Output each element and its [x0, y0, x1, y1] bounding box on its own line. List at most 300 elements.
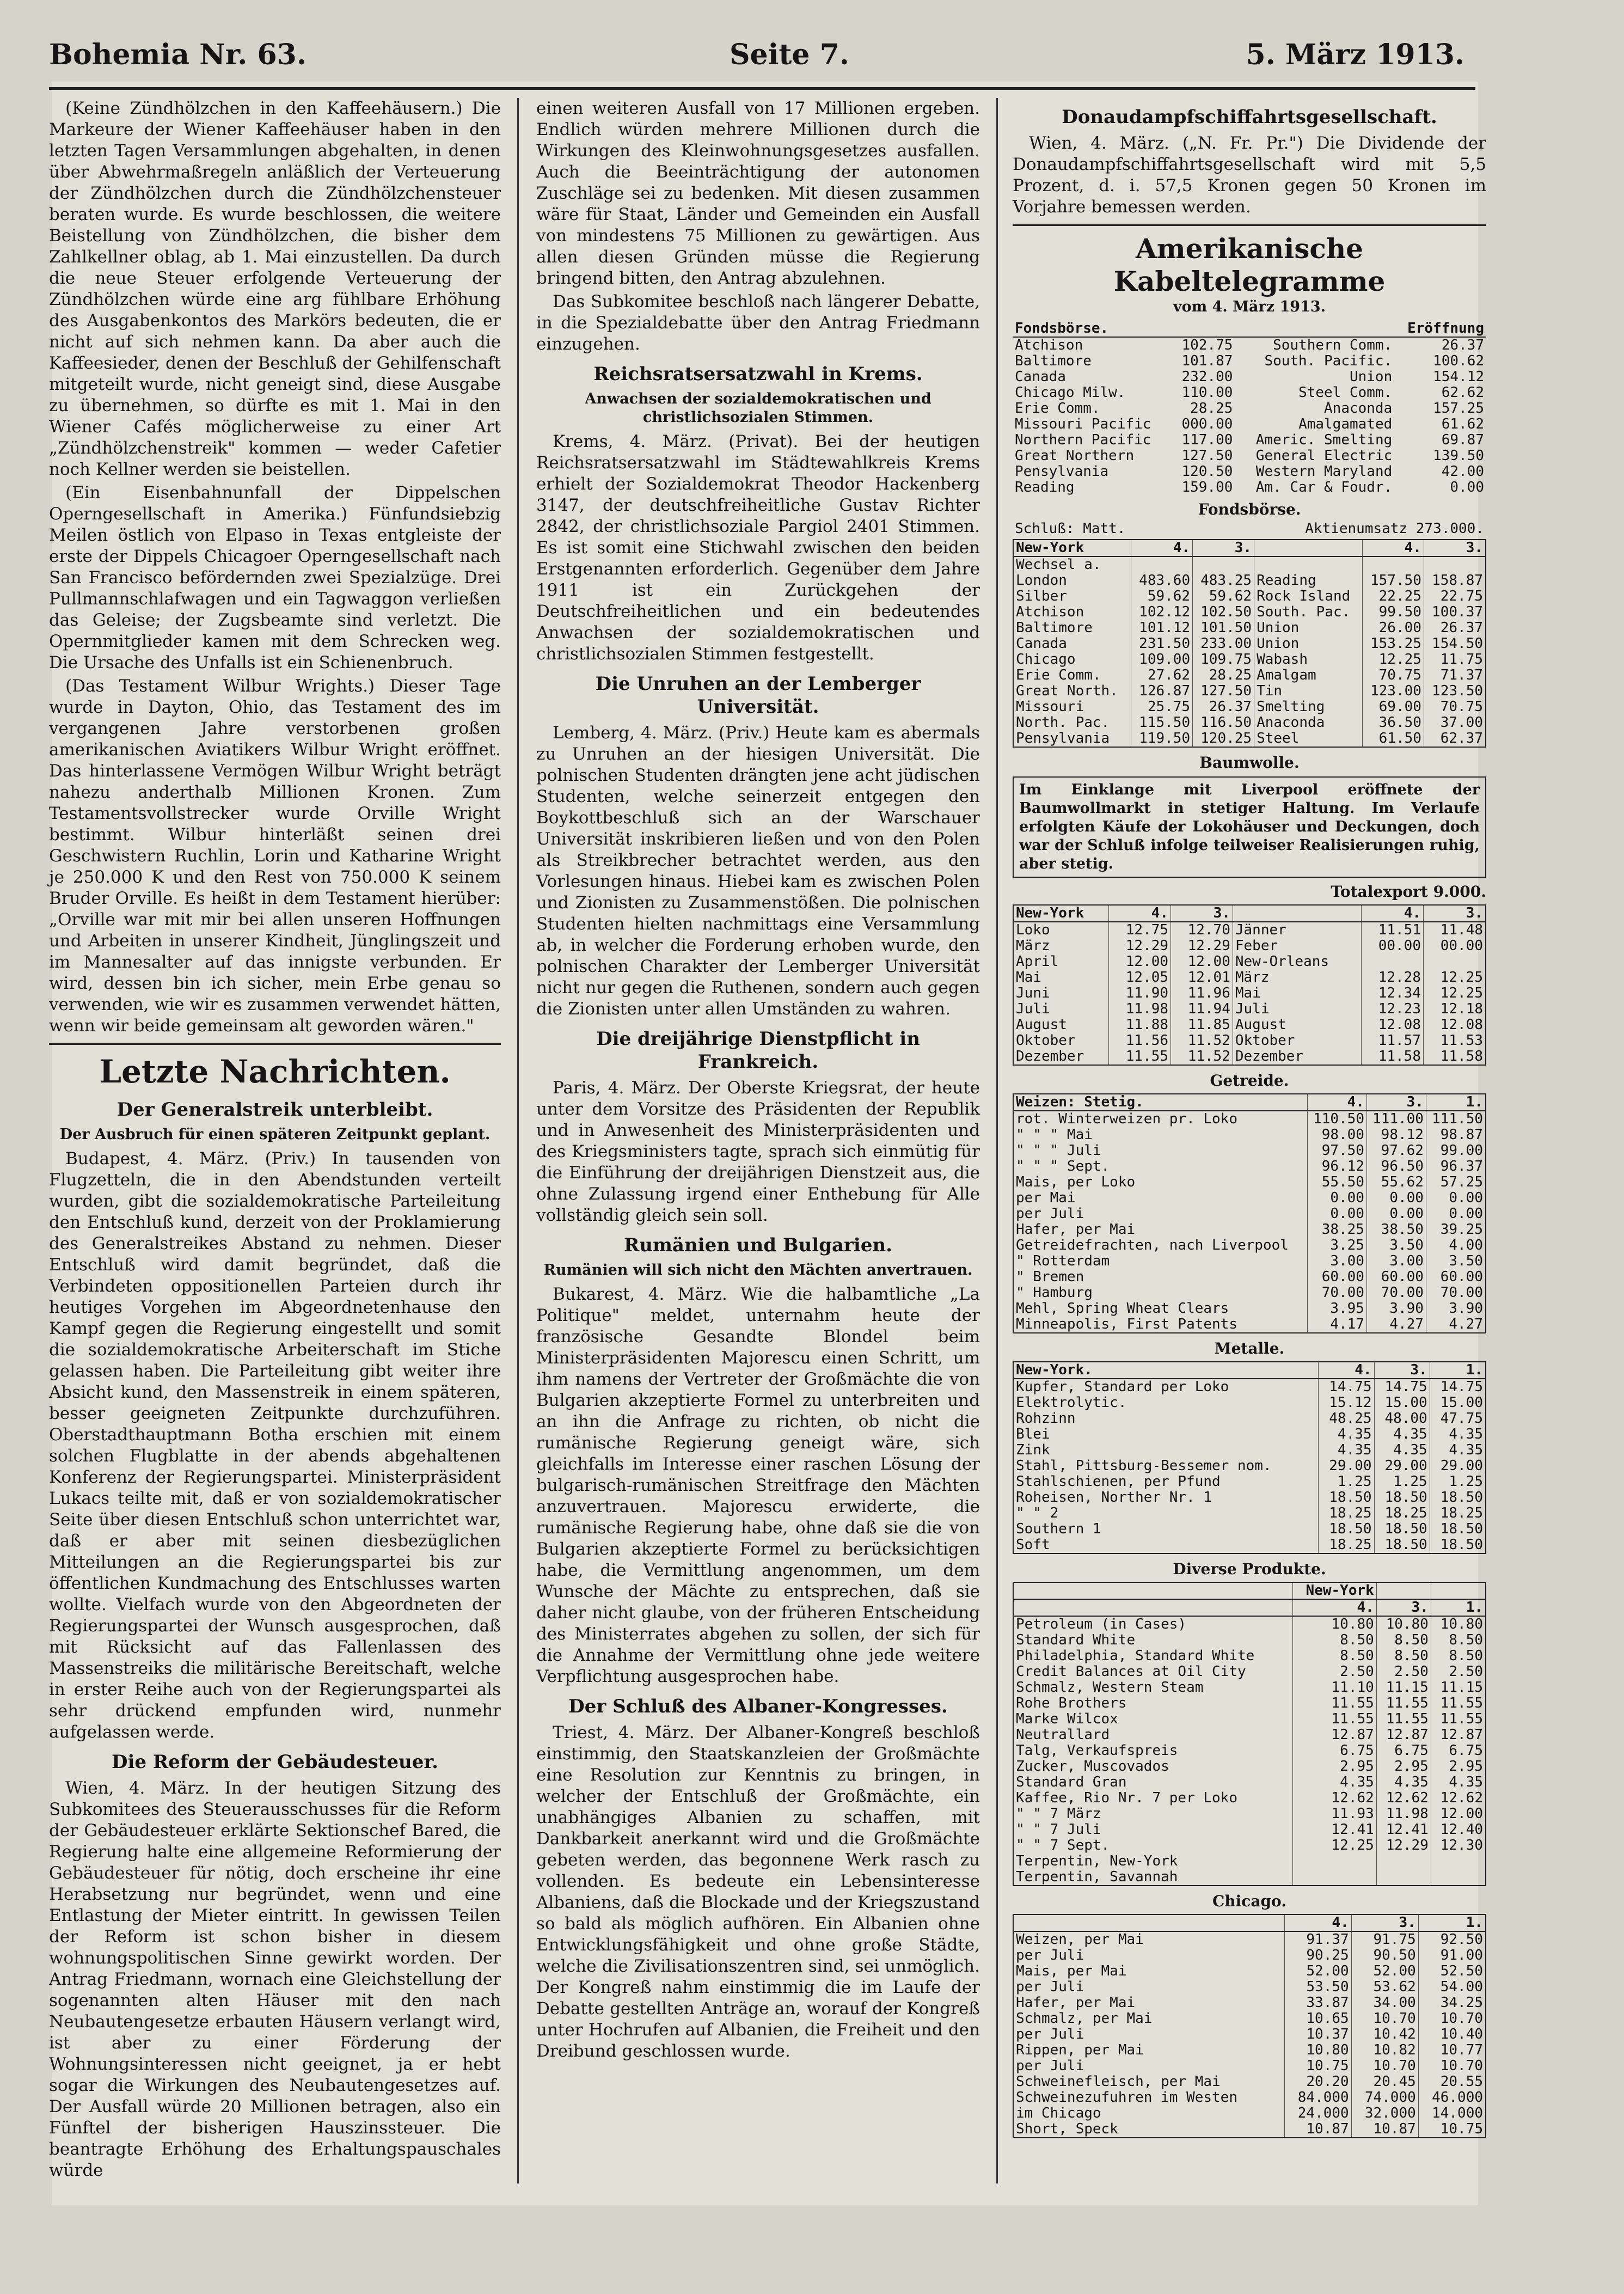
table-cell: London	[1016, 572, 1067, 589]
table-cell: Soft	[1016, 1537, 1050, 1553]
fonds-open-table	[1013, 321, 1486, 495]
table-cell: Mai	[1233, 986, 1361, 1001]
table-cell: 26.37	[1441, 337, 1484, 353]
table-cell: 8.50	[1431, 1632, 1486, 1648]
table-title: Metalle.	[1214, 1339, 1285, 1357]
table-cell: 36.50	[1362, 715, 1424, 731]
table-cell: Missouri Pacific	[1015, 416, 1151, 432]
table-cell: 11.55	[1376, 1711, 1431, 1727]
column-1	[49, 98, 501, 2183]
table-row	[1013, 2011, 1486, 2027]
table-row	[1013, 970, 1486, 986]
table-cell: 38.25	[1307, 1222, 1366, 1238]
table-cell: 91.00	[1418, 1948, 1486, 1963]
table-row	[1013, 1017, 1486, 1033]
table-cell: 154.12	[1433, 369, 1484, 385]
table-row	[1013, 986, 1486, 1001]
table-cell	[1131, 556, 1193, 573]
table-row	[1013, 2027, 1486, 2042]
header-center: Seite 7.	[730, 38, 849, 71]
table-cell: 126.87	[1131, 683, 1193, 699]
table-cell: 102.50	[1193, 604, 1254, 620]
table-cell: 0.00	[1366, 1206, 1426, 1222]
table-cell: 37.00	[1424, 715, 1486, 731]
table-header-cell	[1254, 540, 1363, 556]
table-cell: 4.35	[1430, 1427, 1486, 1442]
table-cell: 14.75	[1374, 1379, 1430, 1395]
table-header-cell: 3.	[1376, 1599, 1431, 1616]
table-row	[1013, 1253, 1486, 1269]
table-cell: 10.87	[1284, 2121, 1351, 2138]
table-header-cell: 3.	[1366, 1094, 1426, 1111]
table-row	[1013, 1995, 1486, 2011]
table-cell: 115.50	[1131, 715, 1193, 731]
table-cell: 2.50	[1376, 1664, 1431, 1680]
table-cell: Missouri	[1016, 699, 1084, 715]
table-cell: 12.01	[1171, 970, 1233, 986]
products-table	[1013, 1582, 1486, 1886]
table-cell: 101.12	[1131, 620, 1193, 636]
table-row	[1013, 1222, 1486, 1238]
table-cell	[1193, 556, 1254, 573]
table-cell: 0.00	[1307, 1206, 1366, 1222]
table-cell: Amalgam	[1254, 668, 1363, 683]
table-cell: 54.00	[1418, 1979, 1486, 1995]
table-row	[1013, 1458, 1486, 1474]
section-rule	[1013, 224, 1486, 226]
table-cell: Terpentin, Savannah	[1016, 1869, 1178, 1885]
table-cell: " " " Mai	[1016, 1127, 1093, 1143]
table-header-cell: 3.	[1424, 540, 1486, 556]
table-cell: 18.50	[1430, 1521, 1486, 1537]
table-title: Fondsbörse.	[1198, 500, 1301, 518]
table-cell: 11.56	[1109, 1033, 1171, 1049]
table-cell: Weizen, per Mai	[1016, 1931, 1144, 1948]
table-cell: Mais, per Mai	[1016, 1963, 1127, 1979]
table-cell: Mehl, Spring Wheat Clears	[1016, 1300, 1229, 1317]
table-cell: Steel Comm.	[1298, 384, 1393, 401]
table-cell: 29.00	[1430, 1458, 1486, 1474]
table-row	[1013, 1632, 1486, 1648]
table-cell: Hafer, per Mai	[1016, 1995, 1136, 2011]
table-cell: 12.08	[1362, 1017, 1424, 1033]
table-cell: 32.000	[1351, 2106, 1418, 2121]
table-cell: 0.00	[1426, 1206, 1486, 1222]
table-header-cell: New-York	[1016, 540, 1084, 556]
table-cell: 11.52	[1171, 1033, 1233, 1049]
table-cell: August	[1233, 1017, 1361, 1033]
table-row	[1013, 731, 1486, 747]
table-cell: 4.27	[1426, 1317, 1486, 1333]
table-header-row	[1013, 905, 1486, 922]
table-header-cell	[1233, 905, 1361, 922]
table-cell: " " 7 Sept.	[1016, 1837, 1110, 1853]
table-row	[1013, 2121, 1486, 2138]
table-row	[1013, 1869, 1486, 1886]
table-cell: 12.62	[1292, 1790, 1376, 1806]
table-row	[1013, 938, 1486, 954]
table-header-cell: 4.	[1292, 1599, 1376, 1616]
table-cell: 98.12	[1366, 1127, 1426, 1143]
table-cell: 116.50	[1193, 715, 1254, 731]
table-cell: 14.75	[1319, 1379, 1374, 1395]
article-subheadline: Anwachsen der sozialdemokratischen und christlichsozialen Stimmen.	[585, 390, 931, 426]
table-cell: Rippen, per Mai	[1016, 2042, 1144, 2058]
table-cell: 12.25	[1424, 986, 1486, 1001]
article-paragraph: einen weiteren Ausfall von 17 Millionen ergeben. Endlich würden mehrere Millionen durch die Wirkungen des Kleinwohnungsgesetzes ausfallen. Auch die Beeinträchtigung der autonomen Zuschläge sei zu bedenken. Mit diesen zusammen wäre für Staat, Länder und Gemeinden ein Ausfall von mindestens 75 Millionen zu gewärtigen. Aus allen diesen Gründen müsse die Regierung bringend bitten, den Antrag abzulehnen.	[536, 99, 980, 288]
table-row	[1013, 464, 1486, 480]
table-row	[1013, 1301, 1486, 1317]
table-row	[1013, 1490, 1486, 1506]
table-cell: 70.75	[1424, 699, 1486, 715]
table-cell: 10.42	[1351, 2027, 1418, 2042]
table-row	[1013, 1049, 1486, 1065]
table-cell: 10.75	[1284, 2058, 1351, 2074]
chicago-table	[1013, 1914, 1486, 2138]
table-cell: 11.55	[1292, 1696, 1376, 1711]
table-cell: Smelting	[1254, 699, 1363, 715]
table-row	[1013, 417, 1486, 432]
table-cell: 111.50	[1426, 1111, 1486, 1127]
table-cell: General Electric	[1255, 448, 1393, 464]
table-cell: Neutrallard	[1016, 1727, 1110, 1743]
section-date: vom 4. März 1913.	[1173, 298, 1326, 315]
table-cell: Mais, per Loko	[1016, 1174, 1136, 1190]
table-cell: 18.25	[1319, 1506, 1374, 1521]
table-cell: Baltimore	[1015, 353, 1092, 369]
table-cell: 48.25	[1319, 1411, 1374, 1427]
table-cell: 10.37	[1284, 2027, 1351, 2042]
metals-table	[1013, 1361, 1486, 1554]
table-row	[1013, 636, 1486, 652]
table-cell: 159.00	[1181, 479, 1233, 495]
table-cell: Union	[1349, 369, 1393, 385]
table-header-row	[1013, 1582, 1486, 1599]
table-cell: 11.88	[1109, 1017, 1171, 1033]
table-cell: Loko	[1016, 922, 1050, 938]
table-header-cell: 3.	[1374, 1362, 1430, 1379]
table-cell: Wechsel a.	[1016, 556, 1101, 573]
table-cell: 3.95	[1307, 1301, 1366, 1317]
table-cell: 1.25	[1374, 1474, 1430, 1490]
table-cell: 483.60	[1131, 573, 1193, 589]
table-row	[1013, 715, 1486, 731]
table-cell: 4.35	[1376, 1775, 1431, 1790]
table-row	[1013, 2042, 1486, 2058]
table-cell: New-Orleans	[1233, 954, 1361, 970]
table-cell: 154.50	[1424, 636, 1486, 652]
table-row	[1013, 1963, 1486, 1979]
table-cell: 3.50	[1366, 1238, 1426, 1253]
table-cell: 26.00	[1362, 620, 1424, 636]
table-cell: 14.75	[1430, 1379, 1486, 1395]
table-header-cell	[1013, 1914, 1284, 1931]
table-row	[1013, 604, 1486, 620]
table-cell: 6.75	[1376, 1743, 1431, 1759]
page-header	[49, 33, 1464, 82]
table-row	[1013, 1790, 1486, 1806]
table-cell: 157.25	[1433, 400, 1484, 417]
table-cell: Juli	[1233, 1001, 1361, 1017]
market-notice: Im Einklange mit Liverpool eröffnete der Baumwollmarkt in stetiger Haltung. Im Verlaufe erfolgten Käufe der Lokohäuser und Deckungen, doch war der Schluß infolge teilweiser Realisierungen ruhig, aber stetig.	[1013, 776, 1486, 878]
table-cell: März	[1233, 970, 1361, 986]
table-caption: Eröffnung	[1407, 320, 1484, 337]
table-cell: 11.55	[1109, 1049, 1171, 1065]
table-header-row	[1013, 1094, 1486, 1111]
table-row	[1013, 1759, 1486, 1775]
table-row	[1013, 353, 1486, 369]
table-cell: 18.25	[1374, 1506, 1430, 1521]
table-header-cell: 4.	[1362, 905, 1424, 922]
table-cell: 153.25	[1362, 636, 1424, 652]
table-header-cell: 4.	[1307, 1094, 1366, 1111]
article-paragraph: Krems, 4. März. (Privat). Bei der heutigen Reichsratsersatzwahl im Städtewahlkreis Krems erhielt der Sozialdemokrat Theodor Hackenberg 3147, der deutschfreiheitliche Gustav Richter 2842, der christlichsoziale Pargiol 2401 Stimmen. Es ist somit eine Stichwahl zwischen den beiden Erstgenannten erforderlich. Gegenüber dem Jahre 1911 ist ein Zurückgehen der Deutschfreiheitlichen und ein bedeutendes Anwachsen der sozialdemokratischen und christlichsozialen Stimmen festgestellt.	[536, 432, 980, 664]
table-cell	[1362, 954, 1424, 970]
table-cell: 11.15	[1431, 1680, 1486, 1696]
table-cell: 4.35	[1431, 1775, 1486, 1790]
section-rule	[49, 1043, 501, 1045]
table-row	[1013, 1111, 1486, 1127]
table-cell: Standard White	[1016, 1632, 1136, 1648]
table-row	[1013, 1616, 1486, 1632]
column-3	[1013, 98, 1486, 2143]
table-cell: 59.62	[1193, 589, 1254, 604]
table-cell: 25.75	[1131, 699, 1193, 715]
table-cell: 11.55	[1431, 1711, 1486, 1727]
table-cell: 10.40	[1418, 2027, 1486, 2042]
table-cell	[1362, 556, 1424, 573]
table-cell: 18.50	[1374, 1521, 1430, 1537]
table-cell: 12.34	[1362, 986, 1424, 1001]
table-cell: Western Maryland	[1255, 463, 1393, 480]
table-cell: 12.08	[1424, 1017, 1486, 1033]
table-cell: 62.37	[1424, 731, 1486, 747]
table-cell: 101.50	[1193, 620, 1254, 636]
table-cell: Steel	[1254, 731, 1363, 747]
table-cell: 12.29	[1109, 938, 1171, 954]
table-cell: 15.00	[1430, 1395, 1486, 1411]
table-row	[1013, 1285, 1486, 1301]
table-cell: 70.00	[1307, 1285, 1366, 1301]
table-row	[1013, 1853, 1486, 1869]
table-cell: Great North.	[1016, 683, 1118, 699]
table-cell: 1.25	[1430, 1474, 1486, 1490]
table-cell: Silber	[1016, 588, 1067, 604]
table-row	[1013, 480, 1486, 495]
table-cell: Am. Car & Foudr.	[1255, 479, 1393, 495]
table-cell: Zucker, Muscovados	[1016, 1758, 1169, 1775]
table-cell: 47.75	[1430, 1411, 1486, 1427]
table-cell: 4.35	[1319, 1442, 1374, 1458]
table-cell: Standard Gran	[1016, 1774, 1127, 1790]
table-cell: 53.62	[1351, 1979, 1418, 1995]
table-row	[1013, 1696, 1486, 1711]
table-header-cell: 1.	[1430, 1362, 1486, 1379]
table-cell: 99.50	[1362, 604, 1424, 620]
table-cell: 18.50	[1374, 1490, 1430, 1506]
table-header-cell: 4.	[1362, 540, 1424, 556]
table-cell: 11.15	[1376, 1680, 1431, 1696]
table-cell: per Juli	[1016, 1206, 1084, 1222]
table-cell: " Hamburg	[1016, 1284, 1093, 1301]
table-cell: Atchison	[1016, 604, 1084, 620]
table-caption: Aktienumsatz 273.000.	[1305, 521, 1484, 537]
table-cell: Credit Balances at Oil City	[1016, 1663, 1246, 1680]
table-cell: März	[1016, 938, 1050, 954]
table-row	[1013, 589, 1486, 604]
table-cell: Mai	[1016, 969, 1041, 986]
table-cell: Amalgamated	[1298, 416, 1393, 432]
table-cell: 12.62	[1431, 1790, 1486, 1806]
table-cell: 4.35	[1430, 1442, 1486, 1458]
table-cell: 119.50	[1131, 731, 1193, 747]
table-row	[1013, 1727, 1486, 1743]
table-cell: 10.80	[1292, 1616, 1376, 1632]
table-cell: 3.50	[1426, 1253, 1486, 1269]
table-cell: 62.62	[1441, 384, 1484, 401]
table-cell: 60.00	[1366, 1269, 1426, 1285]
table-cell: 10.80	[1431, 1616, 1486, 1632]
table-cell: im Chicago	[1016, 2105, 1101, 2121]
table-cell: 12.30	[1431, 1838, 1486, 1853]
article-paragraph: Bukarest, 4. März. Wie die halbamtliche „La Politique" meldet, unternahm heute der französische Gesandte Blondel beim Ministerpräsidenten Majorescu einen Schritt, um ihm namens der Vertreter der Großmächte die von Bulgarien akzeptierte Formel zu unterbreiten und an ihn die Anfrage zu richten, ob nicht die rumänische Regierung geneigt wäre, sich gleichfalls im Interesse einer raschen Lösung der bulgarisch-rumänischen Streitfrage den Mächten anzuvertrauen. Majorescu erwiderte, die rumänische Regierung habe, ohne daß sie die von Bulgarien akzeptierte Formel zu berücksichtigen habe, die Vermittlung angenommen, um dem Wunsche der Mächte zu entsprechen, daß sie daher nicht glaube, von der früheren Entscheidung des Ministerrates abgehen zu sollen, der sich für die Annahme der Vermittlung ohne jede weitere Verpflichtung ausgesprochen habe.	[536, 1284, 980, 1686]
table-cell: 14.000	[1418, 2106, 1486, 2121]
table-row	[1013, 337, 1486, 353]
table-cell: 8.50	[1292, 1648, 1376, 1664]
table-cell: 12.00	[1109, 954, 1171, 970]
table-title: Chicago.	[1212, 1892, 1286, 1910]
table-cell: " " 7 März	[1016, 1806, 1101, 1822]
table-cell: 4.35	[1374, 1442, 1430, 1458]
table-cell: 69.00	[1362, 699, 1424, 715]
table-cell: 12.87	[1376, 1727, 1431, 1743]
table-cell: 10.82	[1351, 2042, 1418, 2058]
table-cell: per Juli	[1016, 1979, 1084, 1995]
table-cell: 34.00	[1351, 1995, 1418, 2011]
table-cell: 12.00	[1171, 954, 1233, 970]
table-header-cell: 4.	[1319, 1362, 1374, 1379]
table-cell: 12.70	[1171, 922, 1233, 938]
table-header-cell: 4.	[1109, 905, 1171, 922]
table-cell: Rohzinn	[1016, 1410, 1076, 1427]
table-cell: 111.00	[1366, 1111, 1426, 1127]
table-cell: 4.17	[1307, 1317, 1366, 1333]
table-cell: 158.87	[1424, 573, 1486, 589]
table-header-cell	[1013, 1582, 1292, 1599]
table-cell: 2.95	[1292, 1759, 1376, 1775]
table-cell: Pensylvania	[1015, 463, 1109, 480]
article-paragraph: (Keine Zündhölzchen in den Kaffeehäusern.) Die Markeure der Wiener Kaffeehäuser haben in den letzten Tagen Versammlungen abgehalten, in denen über Abwehrmaßregeln anläßlich der Verteuerung der Zündhölzchen durch die Zündhölzchensteuer beraten wurde. Es wurde beschlossen, die weitere Beistellung von Zündhölzchen, die bisher dem Zahlkellner oblag, ab 1. Mai einzustellen. Da durch die neue Steuer erfolgende Verteuerung der Zündhölzchen würde eine arg fühlbare Erhöhung des Ausgabenkontos des Markörs bedeuten, die er nicht auf sich nehmen kann. Da aber auch die Kaffeesieder, denen der Beschluß der Gehilfenschaft mitgeteilt wurde, nicht geneigt sind, diese Ausgabe zu übernehmen, so dürfte es mit 1. Mai in den Wiener Cafés möglicherweise zu einer Art „Zündhölzchenstreik" kommen — weder Cafetier noch Kellner werden sie beistellen.	[49, 99, 501, 479]
table-row	[1013, 1317, 1486, 1333]
table-cell: " " " Sept.	[1016, 1158, 1110, 1174]
table-cell: 11.75	[1424, 652, 1486, 668]
table-cell: 29.00	[1374, 1458, 1430, 1474]
table-row	[1013, 1474, 1486, 1490]
table-cell: 3.90	[1366, 1301, 1426, 1317]
table-title: Baumwolle.	[1199, 754, 1300, 772]
table-cell: 11.85	[1171, 1017, 1233, 1033]
table-cell: Roheisen, Norther Nr. 1	[1016, 1489, 1212, 1506]
table-cell: 232.00	[1181, 369, 1233, 385]
cotton-table	[1013, 904, 1486, 1066]
table-cell: 10.80	[1284, 2042, 1351, 2058]
table-cell: Dezember	[1233, 1049, 1361, 1065]
table-cell: 12.41	[1376, 1822, 1431, 1838]
table-cell: 11.90	[1109, 986, 1171, 1001]
table-cell: 33.87	[1284, 1995, 1351, 2011]
table-cell: 12.05	[1109, 970, 1171, 986]
table-header-cell	[1376, 1582, 1431, 1599]
table-cell: 24.000	[1284, 2106, 1351, 2121]
table-cell: Anaconda	[1254, 715, 1363, 731]
table-cell: 10.70	[1418, 2058, 1486, 2074]
article-paragraph: (Ein Eisenbahnunfall der Dippelschen Operngesellschaft in Amerika.) Fünfundsiebzig Meilen östlich von Elpaso in Texas entgleiste der erste der Dippels Chicagoer Operngesellschaft nach San Francisco befördernden zwei Spezialzüge. Drei Pullmannschlafwagen und ein Tagwaggon verließen das Geleise; der Zugsbeamte sind verletzt. Die Opernmitglieder kamen mit dem Schrecken weg. Die Ursache des Unfalls ist ein Schienenbruch.	[49, 483, 501, 672]
table-cell: 0.00	[1450, 479, 1484, 495]
table-row	[1013, 1159, 1486, 1174]
article-headline: Donaudampfschiffahrtsgesellschaft.	[1062, 106, 1437, 128]
export-total: Totalexport 9.000.	[1331, 883, 1486, 901]
table-row	[1013, 1537, 1486, 1553]
table-cell: 11.55	[1292, 1711, 1376, 1727]
table-cell: Union	[1254, 620, 1363, 636]
table-row	[1013, 1033, 1486, 1049]
table-cell: 91.37	[1284, 1931, 1351, 1948]
table-cell: 55.62	[1366, 1174, 1426, 1190]
table-cell: 8.50	[1292, 1632, 1376, 1648]
table-cell: 70.00	[1366, 1285, 1426, 1301]
table-cell: per Mai	[1016, 1190, 1076, 1206]
table-cell: 233.00	[1193, 636, 1254, 652]
table-cell: " " " Juli	[1016, 1142, 1101, 1159]
table-header-cell: Weizen: Stetig.	[1016, 1094, 1144, 1110]
table-row	[1013, 1174, 1486, 1190]
table-cell: Hafer, per Mai	[1016, 1221, 1136, 1238]
article-headline: Rumänien und Bulgarien.	[623, 1234, 893, 1256]
table-cell: Dezember	[1016, 1048, 1084, 1065]
table-cell: 11.55	[1431, 1696, 1486, 1711]
table-row	[1013, 683, 1486, 699]
header-rule	[49, 87, 1475, 90]
table-cell: Union	[1254, 636, 1363, 652]
table-cell: per Juli	[1016, 2058, 1084, 2074]
table-cell	[1424, 556, 1486, 573]
article-headline: Reichsratsersatzwahl in Krems.	[593, 363, 923, 385]
table-cell: Atchison	[1015, 337, 1083, 353]
table-cell: 2.95	[1431, 1759, 1486, 1775]
table-row	[1013, 1190, 1486, 1206]
table-cell: 29.00	[1319, 1458, 1374, 1474]
table-cell	[1376, 1869, 1431, 1886]
table-cell: Oktober	[1016, 1032, 1076, 1049]
table-cell: August	[1016, 1017, 1067, 1033]
table-cell: Schmalz, per Mai	[1016, 2010, 1153, 2027]
table-cell: 20.20	[1284, 2074, 1351, 2090]
table-cell: 100.62	[1433, 353, 1484, 369]
article-headline: Der Schluß des Albaner-Kongresses.	[568, 1696, 948, 1717]
table-row	[1013, 699, 1486, 715]
article-paragraph: (Das Testament Wilbur Wrights.) Dieser Tage wurde in Dayton, Ohio, das Testament des im vergangenen Jahre verstorbenen großen amerikanischen Aviatikers Wilbur Wright eröffnet. Das hinterlassene Vermögen Wilbur Wright beträgt nahezu anderthalb Millionen Kronen. Zum Testamentsvollstrecker wurde Orville Wright bestimmt. Wilbur hinterläßt seinen drei Geschwistern Ruchlin, Lorin und Katharine Wright je 250.000 K und den Rest von 750.000 K seinem Bruder Orville. Es heißt in dem Testament hierüber: „Orville war mit mir bei allen unseren Hoffnungen und Arbeiten in unserer Kindheit, Jünglingszeit und im Mannesalter auf das innigste verbunden. Er wird, dessen bin ich sicher, mein Erbe genau so verwenden, wie wir es zusammen verwendet hätten, wenn wir beide gemeinsam alt geworden wären."	[49, 676, 501, 1036]
table-cell: 12.25	[1424, 970, 1486, 986]
table-cell: Terpentin, New-York	[1016, 1853, 1178, 1869]
table-cell: 10.75	[1418, 2121, 1486, 2138]
table-row	[1013, 954, 1486, 970]
table-cell: " Bremen	[1016, 1269, 1084, 1285]
table-row	[1013, 2106, 1486, 2121]
table-cell: Schweinezufuhren im Westen	[1016, 2089, 1237, 2106]
table-cell: Wabash	[1254, 652, 1363, 668]
table-cell: 000.00	[1181, 416, 1233, 432]
table-row	[1013, 1001, 1486, 1017]
